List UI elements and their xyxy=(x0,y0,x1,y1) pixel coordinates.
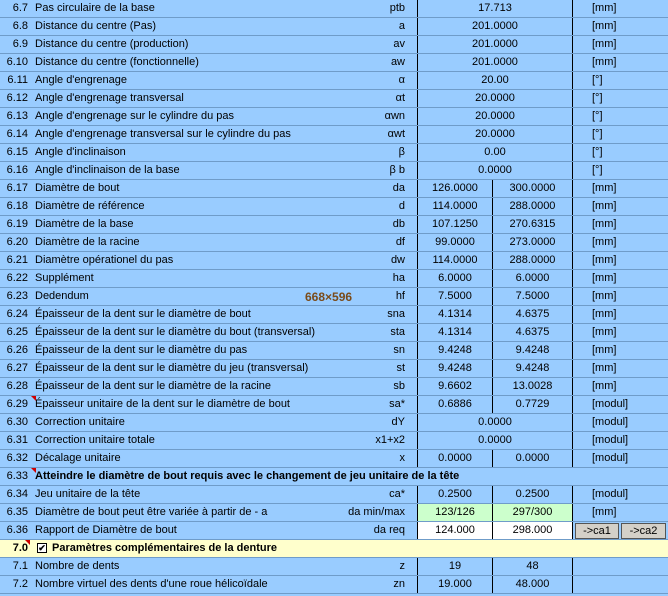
value-cell[interactable]: 201.0000 xyxy=(417,54,573,71)
row-number: 6.25 xyxy=(6,326,28,338)
row-number: 6.33 xyxy=(6,470,28,482)
row-unit: [mm] xyxy=(592,2,617,14)
row-label: Angle d'engrenage xyxy=(35,74,128,86)
value-cell[interactable]: 20.00 xyxy=(417,72,573,89)
row-unit: [mm] xyxy=(592,254,617,266)
row-number: 6.11 xyxy=(7,74,28,86)
row-symbol: da req xyxy=(373,524,405,536)
table-row xyxy=(0,558,668,576)
row-symbol: sna xyxy=(387,308,405,320)
row-label: Épaisseur de la dent sur le diamètre du jeu (transversal) xyxy=(35,362,309,374)
row-label: Épaisseur de la dent sur le diamètre de bout xyxy=(35,308,251,320)
table-row xyxy=(0,0,668,18)
table-row xyxy=(0,108,668,126)
row-number: 6.23 xyxy=(6,290,28,302)
row-number: 7.2 xyxy=(12,578,28,590)
row-label: Décalage unitaire xyxy=(35,452,121,464)
row-unit: [°] xyxy=(592,146,603,158)
value-cell-gear2[interactable]: 9.4248 xyxy=(493,342,573,359)
table-row xyxy=(0,90,668,108)
table-row xyxy=(0,324,668,342)
row-unit: [°] xyxy=(592,92,603,104)
row-symbol: z xyxy=(399,560,405,572)
row-unit: [mm] xyxy=(592,272,617,284)
row-unit: [mm] xyxy=(592,218,617,230)
table-row xyxy=(0,378,668,396)
row-label: Pas circulaire de la base xyxy=(35,2,155,14)
section-header xyxy=(0,540,668,558)
row-symbol: αwt xyxy=(387,128,405,140)
row-unit: [mm] xyxy=(592,20,617,32)
row-label: Angle d'engrenage transversal xyxy=(35,92,184,104)
value-cell-gear2[interactable]: 288.0000 xyxy=(493,252,573,269)
value-cell[interactable]: 17.713 xyxy=(417,0,573,17)
value-cell-gear2[interactable]: 6.0000 xyxy=(493,270,573,287)
row-symbol: da min/max xyxy=(348,506,405,518)
row-unit: [°] xyxy=(592,74,603,86)
value-cell-gear1[interactable]: 0.2500 xyxy=(417,486,493,503)
table-row xyxy=(0,252,668,270)
row-symbol: av xyxy=(393,38,405,50)
table-row xyxy=(0,270,668,288)
row-label: Diamètre de référence xyxy=(35,200,145,212)
row-label: Épaisseur de la dent sur le diamètre du bout (transversal) xyxy=(35,326,316,338)
row-symbol: hf xyxy=(395,290,405,302)
value-cell-gear2[interactable]: 4.6375 xyxy=(493,324,573,341)
row-label: Dedendum xyxy=(35,290,89,302)
row-symbol: dw xyxy=(390,254,405,266)
value-cell-gear1[interactable]: 123/126 xyxy=(417,504,493,521)
row-label: Épaisseur unitaire de la dent sur le diamètre de bout xyxy=(35,398,290,410)
row-label: Distance du centre (Pas) xyxy=(35,20,157,32)
value-cell[interactable]: 0.0000 xyxy=(417,162,573,179)
row-symbol: st xyxy=(396,362,405,374)
row-number: 6.29 xyxy=(6,398,28,410)
row-number: 6.12 xyxy=(6,92,28,104)
value-cell-gear1[interactable]: 6.0000 xyxy=(417,270,493,287)
row-label: Nombre virtuel des dents d'une roue hélicoïdale xyxy=(35,578,268,590)
row-label: Angle d'inclinaison de la base xyxy=(35,164,180,176)
value-cell-gear2[interactable]: 297/300 xyxy=(493,504,573,521)
section-title: Paramètres complémentaires de la denture xyxy=(52,542,277,554)
row-unit: [mm] xyxy=(592,56,617,68)
row-label: Supplément xyxy=(35,272,94,284)
row-number: 6.21 xyxy=(6,254,28,266)
row-number: 6.26 xyxy=(6,344,28,356)
value-cell-gear1[interactable]: 114.0000 xyxy=(417,198,493,215)
row-label: Diamètre de bout peut être variée à partir de - a xyxy=(35,506,268,518)
row-number: 6.31 xyxy=(6,434,28,446)
value-cell-gear2[interactable]: 0.2500 xyxy=(493,486,573,503)
row-number: 6.9 xyxy=(12,38,28,50)
value-cell-gear1[interactable]: 114.0000 xyxy=(417,252,493,269)
section-checkbox[interactable]: ✔ xyxy=(38,543,46,553)
value-cell-gear1[interactable]: 9.4248 xyxy=(417,360,493,377)
row-symbol: x xyxy=(399,452,405,464)
table-row xyxy=(0,486,668,504)
row-symbol: df xyxy=(395,236,405,248)
row-symbol: ha xyxy=(392,272,405,284)
comment-indicator-icon[interactable] xyxy=(31,396,36,401)
value-cell-gear2[interactable]: 0.0000 xyxy=(493,450,573,467)
table-row xyxy=(0,126,668,144)
row-number: 6.34 xyxy=(6,488,28,500)
table-row xyxy=(0,216,668,234)
row-symbol: αt xyxy=(395,92,405,104)
row-symbol: ptb xyxy=(389,2,405,14)
row-number: 6.30 xyxy=(6,416,28,428)
row-unit: [°] xyxy=(592,128,603,140)
row-number: 6.36 xyxy=(6,524,28,536)
row-number: 6.18 xyxy=(6,200,28,212)
row-unit: [mm] xyxy=(592,326,617,338)
value-cell-gear1[interactable]: 4.1314 xyxy=(417,306,493,323)
value-cell-gear2[interactable]: 13.0028 xyxy=(493,378,573,395)
row-unit: [mm] xyxy=(592,200,617,212)
section-number: 7.0 xyxy=(12,542,28,554)
table-row xyxy=(0,54,668,72)
row-number: 6.32 xyxy=(6,452,28,464)
value-cell-gear2[interactable]: 48 xyxy=(493,558,573,575)
value-cell-gear1[interactable]: 0.0000 xyxy=(417,450,493,467)
row-number: 6.17 xyxy=(6,182,28,194)
row-label: Distance du centre (fonctionnelle) xyxy=(35,56,199,68)
row-unit: [mm] xyxy=(592,236,617,248)
row-symbol: ca* xyxy=(389,488,405,500)
table-row xyxy=(0,198,668,216)
value-cell-gear1[interactable]: 124.000 xyxy=(417,522,493,539)
row-unit: [modul] xyxy=(592,416,629,428)
table-row xyxy=(0,306,668,324)
row-label: Rapport de Diamètre de bout xyxy=(35,524,177,536)
value-cell-gear2[interactable]: 300.0000 xyxy=(493,180,573,197)
row-unit: [°] xyxy=(592,164,603,176)
value-cell-gear1[interactable]: 7.5000 xyxy=(417,288,493,305)
row-number: 6.28 xyxy=(6,380,28,392)
dimension-watermark: 668×596 xyxy=(305,290,353,304)
row-unit: [mm] xyxy=(592,344,617,356)
row-symbol: sa* xyxy=(389,398,405,410)
row-label: Distance du centre (production) xyxy=(35,38,189,50)
row-label: Épaisseur de la dent sur le diamètre de la racine xyxy=(35,380,272,392)
row-symbol: β b xyxy=(389,164,405,176)
row-label: Correction unitaire xyxy=(35,416,125,428)
value-cell-gear2[interactable]: 9.4248 xyxy=(493,360,573,377)
value-cell[interactable]: 20.0000 xyxy=(417,126,573,143)
row-symbol: x1+x2 xyxy=(375,434,405,446)
row-symbol: zn xyxy=(393,578,405,590)
value-cell-gear2[interactable]: 0.7729 xyxy=(493,396,573,413)
row-number: 6.22 xyxy=(6,272,28,284)
row-label: Angle d'engrenage sur le cylindre du pas xyxy=(35,110,235,122)
table-row xyxy=(0,162,668,180)
row-symbol: da xyxy=(392,182,405,194)
row-number: 6.19 xyxy=(6,218,28,230)
value-cell-gear1[interactable]: 4.1314 xyxy=(417,324,493,341)
table-row xyxy=(0,504,668,522)
row-number: 6.35 xyxy=(6,506,28,518)
row-label: Diamètre de bout xyxy=(35,182,120,194)
ca2-button[interactable]: ->ca2 xyxy=(621,523,666,539)
table-row xyxy=(0,234,668,252)
row-label: Atteindre le diamètre de bout requis avec le changement de jeu unitaire de la tête xyxy=(35,470,460,482)
row-symbol: sb xyxy=(393,380,405,392)
row-number: 6.27 xyxy=(6,362,28,374)
value-cell-gear2[interactable]: 298.000 xyxy=(493,522,573,539)
row-unit: [mm] xyxy=(592,506,617,518)
row-label: Jeu unitaire de la tête xyxy=(35,488,141,500)
value-cell[interactable]: 0.0000 xyxy=(417,414,573,431)
row-symbol: α xyxy=(398,74,405,86)
table-row xyxy=(0,396,668,414)
row-number: 6.10 xyxy=(6,56,28,68)
row-unit: [mm] xyxy=(592,380,617,392)
value-cell-gear1[interactable]: 107.1250 xyxy=(417,216,493,233)
table-row xyxy=(0,342,668,360)
row-label: Nombre de dents xyxy=(35,560,120,572)
row-symbol: β xyxy=(398,146,405,158)
row-label: Angle d'inclinaison xyxy=(35,146,126,158)
value-cell[interactable]: 0.00 xyxy=(417,144,573,161)
row-unit: [mm] xyxy=(592,362,617,374)
row-unit: [mm] xyxy=(592,182,617,194)
row-symbol: d xyxy=(398,200,405,212)
row-symbol: db xyxy=(392,218,405,230)
row-label: Diamètre de la racine xyxy=(35,236,140,248)
row-symbol: sta xyxy=(390,326,405,338)
value-cell-gear1[interactable]: 19 xyxy=(417,558,493,575)
row-symbol: aw xyxy=(390,56,405,68)
row-number: 6.24 xyxy=(6,308,28,320)
row-unit: [modul] xyxy=(592,434,629,446)
row-unit: [°] xyxy=(592,110,603,122)
value-cell[interactable]: 0.0000 xyxy=(417,432,573,449)
row-number: 7.1 xyxy=(12,560,28,572)
table-row xyxy=(0,360,668,378)
value-cell-gear2[interactable]: 7.5000 xyxy=(493,288,573,305)
value-cell-gear1[interactable]: 126.0000 xyxy=(417,180,493,197)
row-label: Diamètre de la base xyxy=(35,218,134,230)
table-row xyxy=(0,180,668,198)
table-row xyxy=(0,522,668,540)
ca1-button[interactable]: ->ca1 xyxy=(575,523,619,539)
row-number: 6.13 xyxy=(6,110,28,122)
value-cell-gear1[interactable]: 99.0000 xyxy=(417,234,493,251)
value-cell-gear2[interactable]: 4.6375 xyxy=(493,306,573,323)
table-row xyxy=(0,36,668,54)
table-row xyxy=(0,144,668,162)
row-number: 6.8 xyxy=(12,20,28,32)
row-number: 6.7 xyxy=(12,2,28,14)
table-row xyxy=(0,18,668,36)
row-unit: [modul] xyxy=(592,452,629,464)
value-cell-gear2[interactable]: 288.0000 xyxy=(493,198,573,215)
row-symbol: sn xyxy=(393,344,405,356)
row-unit: [mm] xyxy=(592,38,617,50)
table-row xyxy=(0,414,668,432)
row-number: 6.14 xyxy=(6,128,28,140)
value-cell-gear2[interactable]: 273.0000 xyxy=(493,234,573,251)
table-row xyxy=(0,576,668,594)
row-unit: [modul] xyxy=(592,398,629,410)
table-row xyxy=(0,450,668,468)
value-cell-gear2[interactable]: 48.000 xyxy=(493,576,573,593)
comment-indicator-icon[interactable] xyxy=(25,540,30,545)
value-cell[interactable]: 20.0000 xyxy=(417,90,573,107)
value-cell[interactable]: 201.0000 xyxy=(417,18,573,35)
row-symbol: αwn xyxy=(384,110,405,122)
table-row xyxy=(0,468,668,486)
value-cell[interactable]: 20.0000 xyxy=(417,108,573,125)
row-unit: [mm] xyxy=(592,308,617,320)
value-cell-gear1[interactable]: 9.6602 xyxy=(417,378,493,395)
value-cell-gear1[interactable]: 9.4248 xyxy=(417,342,493,359)
row-label: Correction unitaire totale xyxy=(35,434,155,446)
row-number: 6.20 xyxy=(6,236,28,248)
value-cell-gear2[interactable]: 270.6315 xyxy=(493,216,573,233)
table-row xyxy=(0,72,668,90)
row-number: 6.16 xyxy=(6,164,28,176)
row-unit: [modul] xyxy=(592,488,629,500)
row-symbol: dY xyxy=(391,416,405,428)
comment-indicator-icon[interactable] xyxy=(31,468,36,473)
row-symbol: a xyxy=(398,20,405,32)
table-row xyxy=(0,432,668,450)
row-label: Angle d'engrenage transversal sur le cylindre du pas xyxy=(35,128,291,140)
row-label: Épaisseur de la dent sur le diamètre du pas xyxy=(35,344,248,356)
row-number: 6.15 xyxy=(6,146,28,158)
value-cell-gear1[interactable]: 0.6886 xyxy=(417,396,493,413)
value-cell-gear1[interactable]: 19.000 xyxy=(417,576,493,593)
row-label: Diamètre opérationel du pas xyxy=(35,254,174,266)
row-unit: [mm] xyxy=(592,290,617,302)
value-cell[interactable]: 201.0000 xyxy=(417,36,573,53)
